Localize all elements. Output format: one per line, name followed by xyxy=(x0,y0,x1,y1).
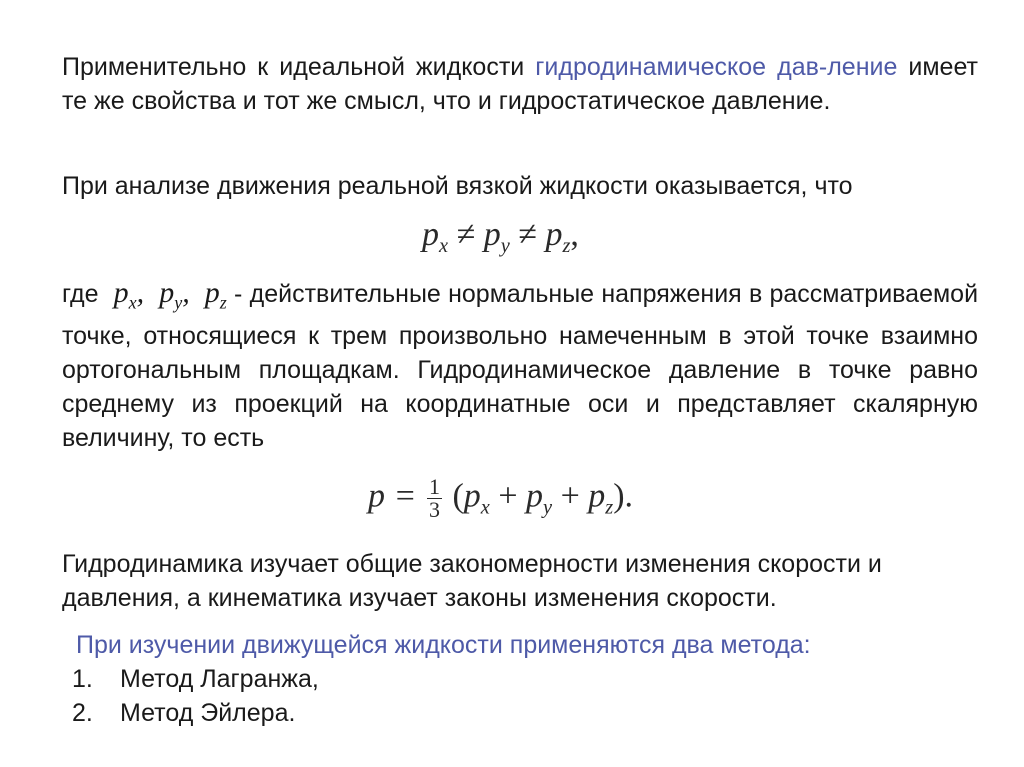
list-item xyxy=(72,662,976,696)
paragraph-ideal-fluid-prefix: Применительно к идеальной жидкости xyxy=(62,53,536,81)
fraction-one-third: $\frac{1}{3}$ xyxy=(428,474,440,522)
symbol-py: $p_y$, xyxy=(159,276,190,313)
paragraph-normal-stresses xyxy=(62,276,978,455)
paragraph-ideal-fluid-suffix: имеет те же свойства и тот же смысл, что и гидростатическое давление. xyxy=(62,53,978,115)
list-item-number: 1. xyxy=(72,665,93,693)
term-hydrodynamic-pressure: гидродинамическое дав-ление xyxy=(535,53,898,81)
list-item-label: Метод Лагранжа, xyxy=(120,665,319,693)
symbol-pz: $p_z$ xyxy=(204,276,227,313)
word-where: где xyxy=(62,280,99,308)
methods-list xyxy=(72,628,976,730)
paragraph-real-fluid: При анализе движения реальной вязкой жидкости оказывается, что xyxy=(62,172,853,200)
list-item-label: Метод Эйлера. xyxy=(120,699,296,727)
list-item xyxy=(72,696,976,730)
paragraph-ideal-fluid xyxy=(62,50,978,118)
paragraph-hydrodynamics-kinematics: Гидродинамика изучает общие закономерности изменения скорости и давления, а кинематика изучает законы изменения скорости. xyxy=(62,550,882,612)
list-item-number: 2. xyxy=(72,699,93,727)
paragraph-normal-stresses-text: - действительные нормальные напряжения в рассматриваемой точке, относящиеся к трем произвольно намеченным в этой точке взаимно ортогональным площадкам. Гидродинамическое давление в точке равно среднему из проекций на координатные оси и представляет скалярную величину, то есть xyxy=(62,280,979,453)
methods-intro: При изучении движущейся жидкости применяются два метода: xyxy=(76,631,811,659)
formula-mean-pressure: p = $\frac{1}{3}$ $(p_x + p_y + p_z)$. xyxy=(368,474,634,522)
formula-stress-inequality: $p_x \ne p_y \ne p_z$, xyxy=(422,216,579,258)
symbol-px: $p_x$, xyxy=(113,276,145,313)
